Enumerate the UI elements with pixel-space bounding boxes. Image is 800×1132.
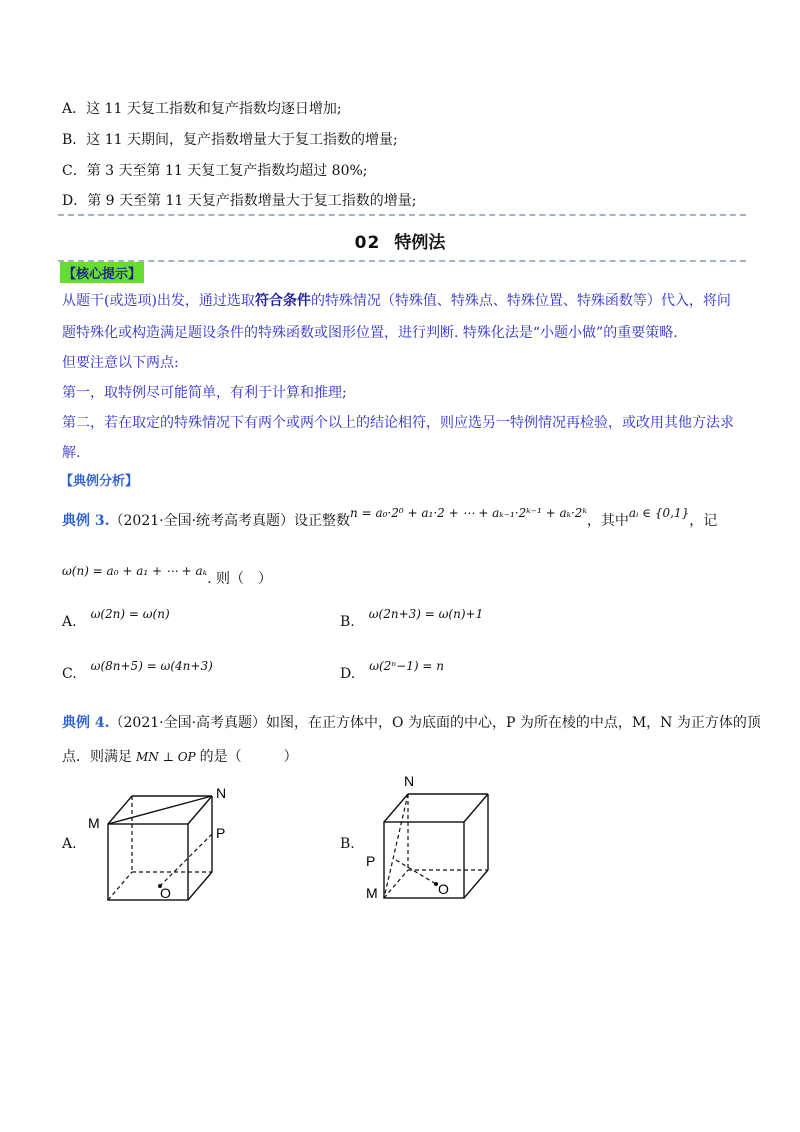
example3-omega-def: ω(n) = a₀ + a₁ + ⋯ + aₖ [62, 564, 208, 578]
cube-a-front-face [108, 824, 188, 900]
label-o: O [160, 885, 171, 901]
tip-line-5: 第二，若在取定的特殊情况下有两个或两个以上的结论相符，则应选另一特例情况再检验，或改用其他方法求 [62, 415, 734, 431]
core-tip-tag: 【核心提示】 [60, 262, 144, 283]
section-name: 特例法 [394, 233, 446, 253]
example3-option-a [62, 607, 170, 630]
option-a-letter: A. [62, 614, 77, 630]
figure-b-cube [360, 770, 520, 910]
example3-then: . 则（ ） [207, 571, 272, 587]
label-o: O [438, 881, 449, 897]
tip-line-2: 题特殊化或构造满足题设条件的特殊函数或图形位置，进行判断. 特殊化法是“小题小做”的重要策略. [62, 325, 678, 341]
example3-stem [62, 506, 718, 530]
example4-stem-2 [62, 746, 298, 766]
figure-b-letter: B. [340, 836, 355, 852]
prev-option-b: B．这 11 天期间，复产指数增量大于复工指数的增量; [62, 132, 398, 148]
prev-option-c: C．第 3 天至第 11 天复工复产指数均超过 80%; [62, 163, 368, 179]
segment-op [396, 860, 436, 884]
example3-source: （2021·全国·统考高考真题）设正整数 [109, 513, 351, 529]
example4-line2-post: 的是（ ） [199, 749, 298, 765]
option-d-letter: D. [340, 666, 356, 682]
example4-line1: （2021·全国·高考真题）如图，在正方体中，O 为底面的中心，P 为所在棱的中点，M，N 为正方体的顶 [109, 715, 761, 731]
tip-line-1-pre: 从题干(或选项)出发，通过选取 [62, 293, 255, 309]
tip-line-1-bold: 符合条件 [254, 293, 311, 309]
top-divider [58, 214, 746, 216]
label-p: P [216, 825, 226, 841]
label-m: M [366, 885, 378, 901]
tip-line-1-post: 的特殊情况（特殊值、特殊点、特殊位置、特殊函数等）代入，将问 [310, 293, 731, 309]
tip-line-3: 但要注意以下两点: [62, 355, 179, 371]
tip-line-1 [62, 290, 731, 310]
figure-a-letter: A. [62, 836, 77, 852]
option-a-expr: ω(2n) = ω(n) [90, 607, 170, 621]
label-p: P [366, 853, 376, 869]
segment-mn [108, 796, 212, 824]
analysis-tag: 【典例分析】 [60, 474, 139, 489]
example3-mid: ，其中 [586, 513, 629, 529]
option-c-letter: C. [62, 666, 77, 682]
example3-cond: aᵢ ∈ {0,1} [628, 506, 690, 520]
example3-option-c [62, 659, 213, 682]
label-n: N [216, 785, 227, 801]
example4-formula: MN ⊥ OP [136, 750, 196, 764]
prev-option-d: D．第 9 天至第 11 天复产指数增量大于复工指数的增量; [62, 193, 417, 209]
label-m: M [88, 815, 100, 831]
option-c-expr: ω(8n+5) = ω(4n+3) [90, 659, 213, 673]
bottom-divider [58, 260, 746, 262]
example3-formula: n = a₀·2⁰ + a₁·2 + ⋯ + aₖ₋₁·2ᵏ⁻¹ + aₖ·2ᵏ [350, 506, 587, 520]
section-title [0, 228, 800, 253]
example3-tail: ，记 [689, 513, 718, 529]
option-b-expr: ω(2n+3) = ω(n)+1 [368, 607, 484, 621]
option-b-letter: B. [340, 614, 355, 630]
example4-line2-pre: 点．则满足 [62, 749, 132, 765]
example3-option-b [340, 607, 484, 630]
tip-line-4: 第一，取特例尽可能简单，有利于计算和推理; [62, 385, 347, 401]
segment-op [160, 834, 212, 886]
example3-label: 典例 3. [62, 513, 110, 529]
figure-a-cube [80, 778, 250, 908]
tip-line-6: 解. [62, 445, 81, 461]
example3-option-d [340, 659, 444, 682]
example4-label: 典例 4. [62, 715, 110, 731]
label-n: N [404, 773, 415, 789]
example4-stem-1 [62, 712, 761, 732]
example3-omega-line [62, 564, 272, 588]
prev-option-a: A．这 11 天复工指数和复产指数均逐日增加; [62, 101, 342, 117]
segment-mn [384, 794, 408, 898]
option-d-expr: ω(2ⁿ−1) = n [369, 659, 444, 673]
section-number: 02 [354, 233, 381, 253]
